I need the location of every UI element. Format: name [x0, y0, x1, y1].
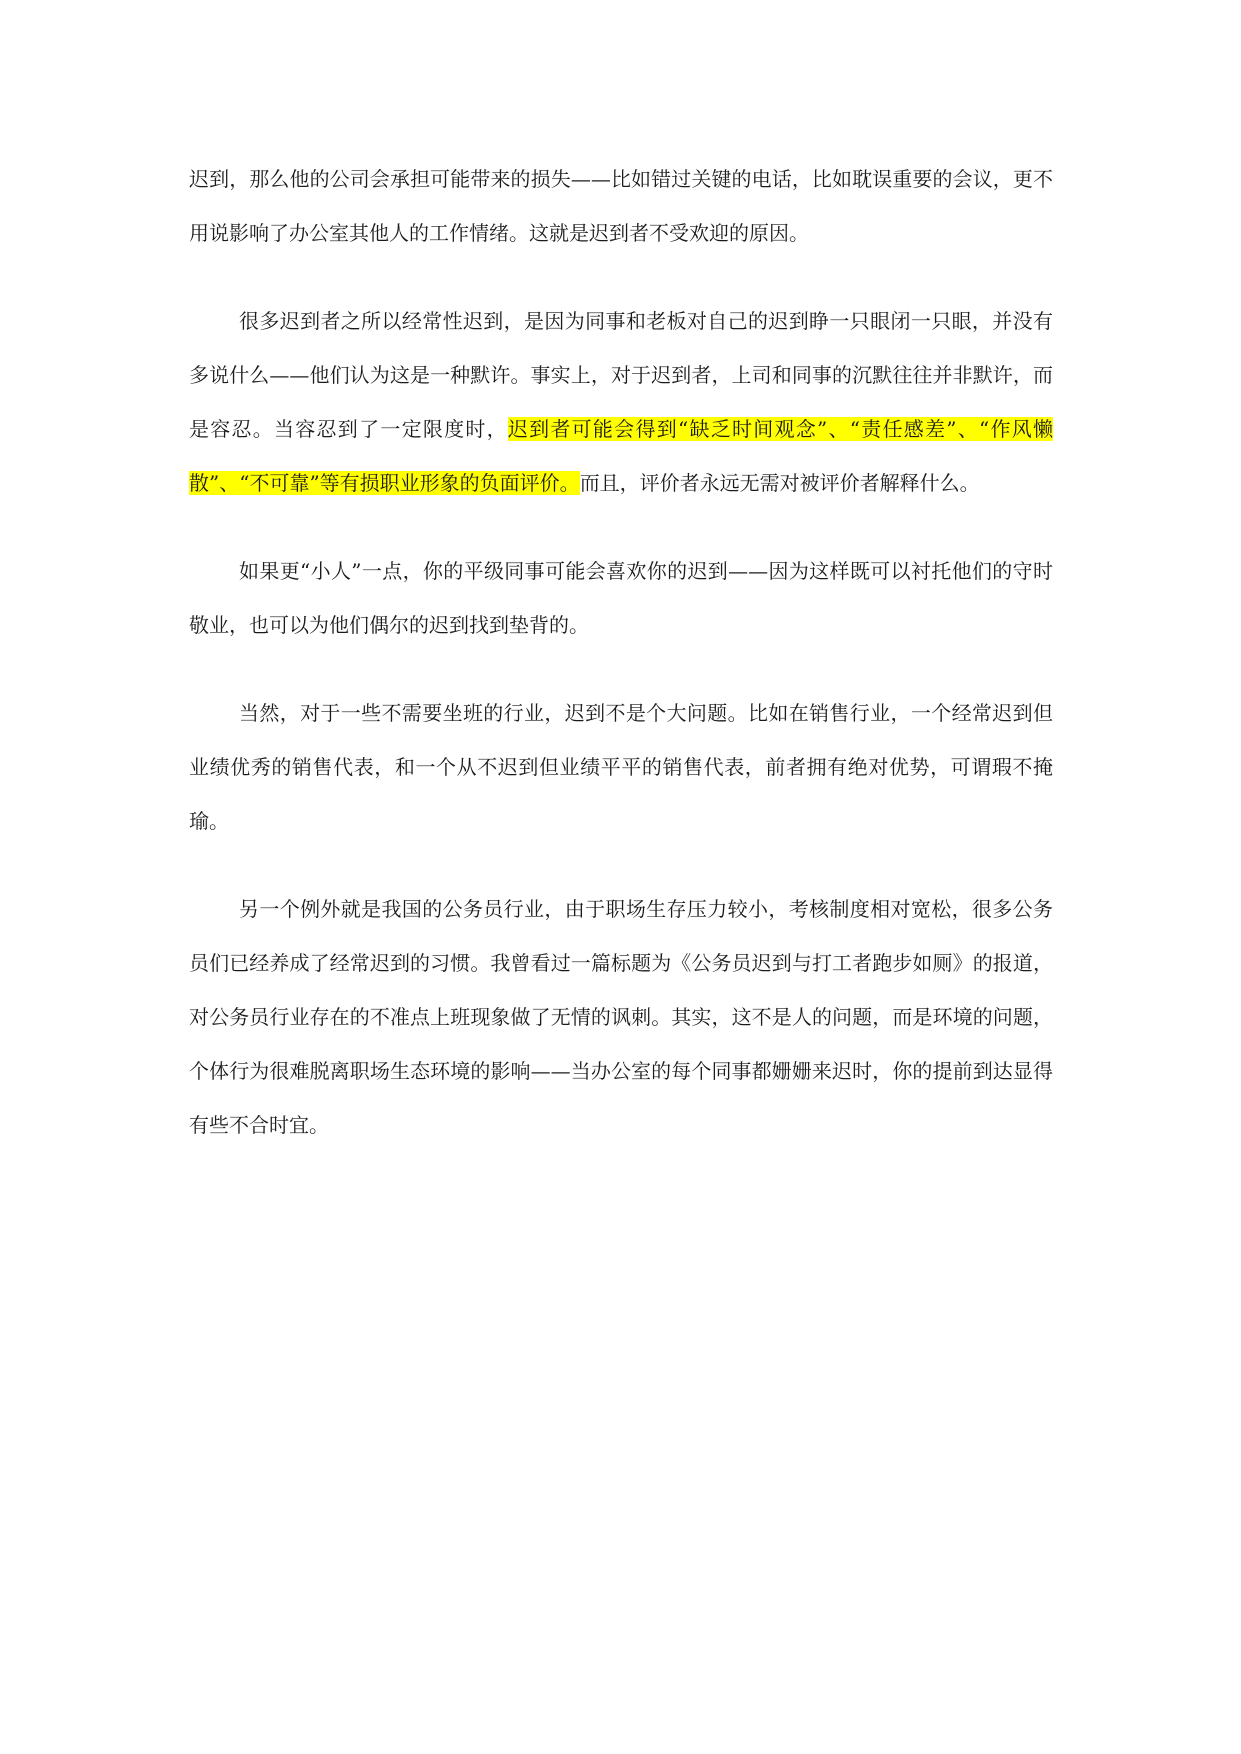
document-body — [189, 152, 1053, 1186]
highlighted-text: 迟到者可能会得到“缺乏时间观念”、“责任感差”、“作风懒散”、“不可靠”等有损职业形象的负面评价。 — [189, 417, 1054, 495]
paragraph-text: 如果更“小人”一点，你的平级同事可能会喜欢你的迟到——因为这样既可以衬托他们的守时敬业，也可以为他们偶尔的迟到找到垫背的。 — [189, 559, 1053, 637]
paragraph-2 — [189, 294, 1053, 510]
paragraph-5 — [189, 882, 1053, 1152]
paragraph-4 — [189, 686, 1053, 848]
paragraph-text: 另一个例外就是我国的公务员行业，由于职场生存压力较小，考核制度相对宽松，很多公务员们已经养成了经常迟到的习惯。我曾看过一篇标题为《公务员迟到与打工者跑步如厕》的报道，对公务员行业存在的不准点上班现象做了无情的讽刺。其实，这不是人的问题，而是环境的问题，个体行为很难脱离职场生态环境的影响——当办公室的每个同事都姗姗来迟时，你的提前到达显得有些不合时宜。 — [189, 897, 1053, 1137]
paragraph-text: 当然，对于一些不需要坐班的行业，迟到不是个大问题。比如在销售行业，一个经常迟到但业绩优秀的销售代表，和一个从不迟到但业绩平平的销售代表，前者拥有绝对优势，可谓瑕不掩瑜。 — [189, 701, 1053, 833]
paragraph-3 — [189, 544, 1053, 652]
paragraph-text: 而且，评价者永远无需对被评价者解释什么。 — [579, 471, 980, 495]
paragraph-1 — [189, 152, 1053, 260]
paragraph-text: 迟到，那么他的公司会承担可能带来的损失——比如错过关键的电话，比如耽误重要的会议，更不用说影响了办公室其他人的工作情绪。这就是迟到者不受欢迎的原因。 — [189, 167, 1053, 245]
paragraph-text: 很多迟到者之所以经常性迟到，是因为同事和老板对自己的迟到睁一只眼闭一只眼，并没有多说什么——他们认为这是一种默许。事实上，对于迟到者，上司和同事的沉默往往并非默许，而是容忍。当容忍到了一定限度时， — [189, 309, 1053, 441]
